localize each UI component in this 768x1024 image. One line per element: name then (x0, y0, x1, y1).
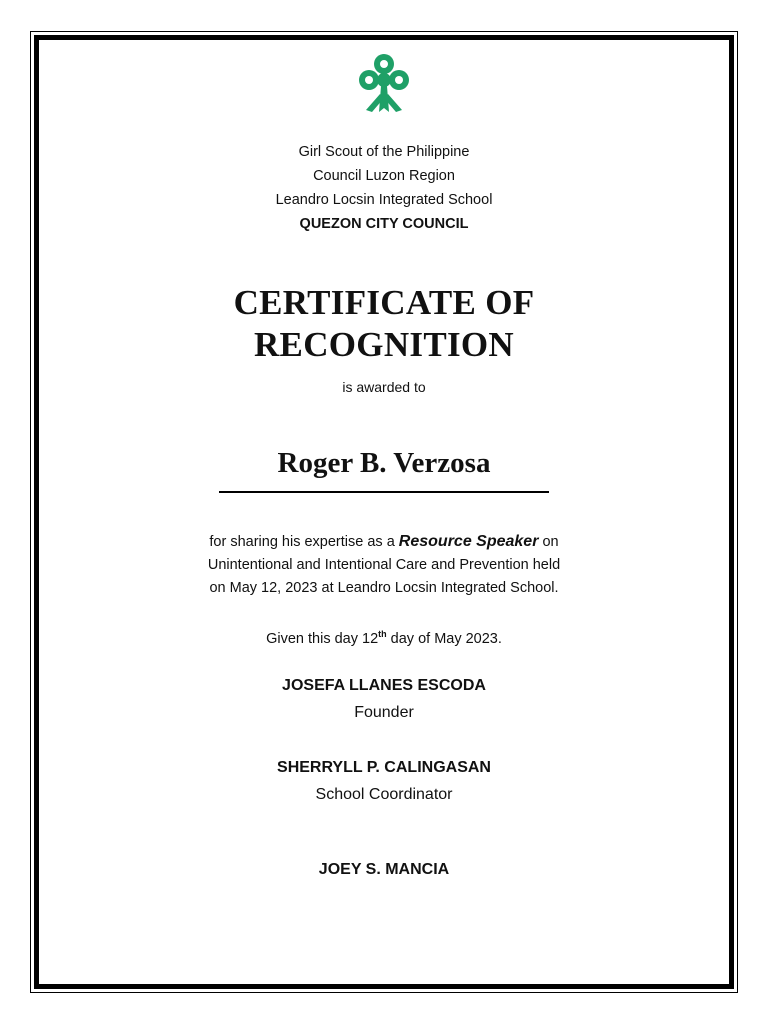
given-date-superscript: th (378, 629, 387, 639)
signatory-2-name: SHERRYLL P. CALINGASAN (277, 759, 491, 776)
school-name-line: Leandro Locsin Integrated School (275, 192, 493, 208)
signatory-3-name: JOEY S. MANCIA (318, 861, 450, 878)
org-name-line: Girl Scout of the Philippine (298, 144, 470, 160)
trefoil-logo-icon (324, 46, 444, 124)
certificate-title-line2: RECOGNITION (253, 325, 514, 364)
awarded-to-text: is awarded to (342, 379, 426, 395)
signatory-1-name: JOSEFA LLANES ESCODA (282, 677, 486, 694)
citation-prefix: for sharing his expertise as a (209, 534, 399, 550)
given-date-line (0, 623, 768, 651)
city-council-line: QUEZON CITY COUNCIL (299, 216, 469, 232)
signatory-2-role: School Coordinator (315, 786, 453, 803)
given-date-prefix: Given this day 12 (266, 630, 379, 647)
citation-line2: Unintentional and Intentional Care and Prevention held (207, 557, 561, 573)
recipient-name-underline (219, 491, 549, 493)
given-date-suffix: day of May 2023. (386, 630, 502, 647)
signatory-1-role: Founder (354, 704, 414, 721)
citation-line3: on May 12, 2023 at Leandro Locsin Integrated School. (209, 580, 559, 596)
certificate-title-line1: CERTIFICATE OF (233, 283, 535, 322)
citation-emphasis: Resource Speaker (398, 533, 539, 550)
citation-line1 (0, 530, 768, 554)
citation-suffix: on (538, 534, 559, 550)
council-region-line: Council Luzon Region (313, 168, 455, 184)
recipient-name: Roger B. Verzosa (277, 447, 491, 479)
